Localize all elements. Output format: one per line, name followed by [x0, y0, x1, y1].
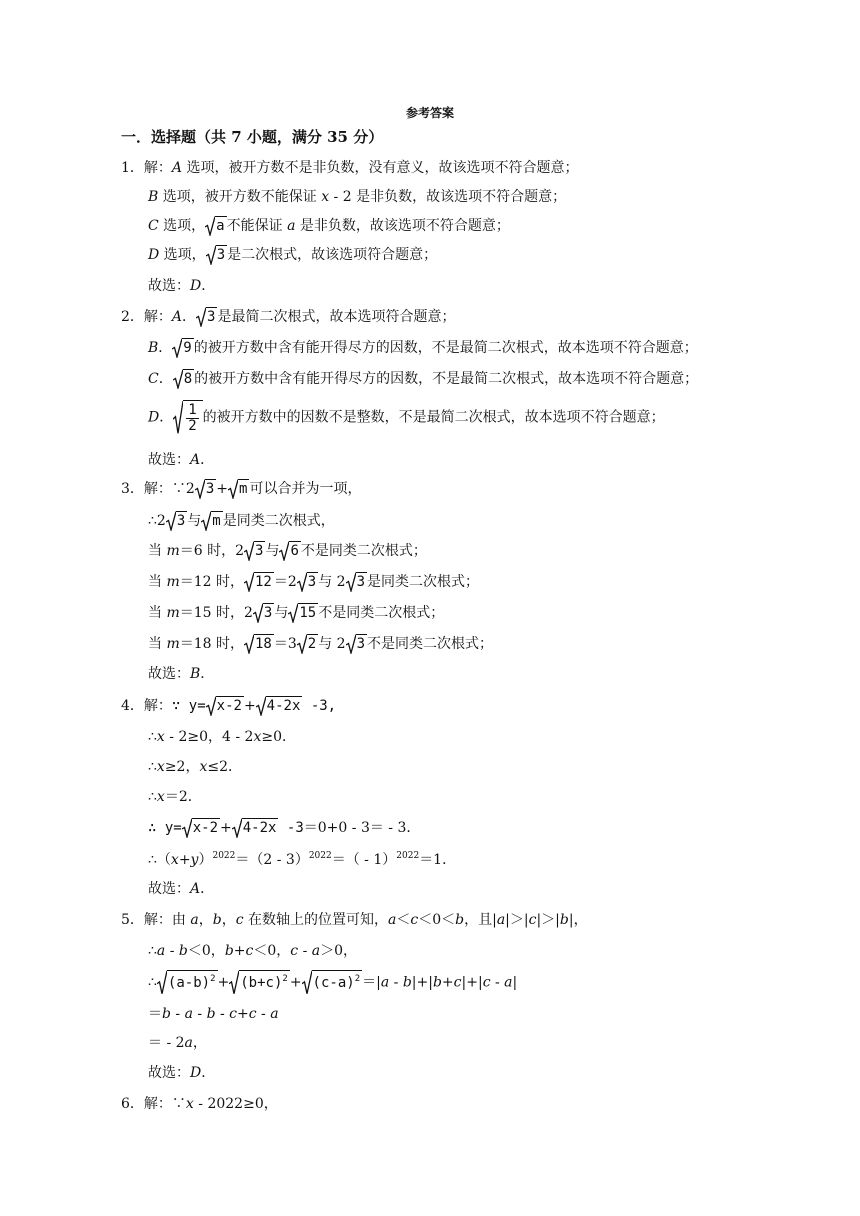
sqrt-c-a-squared: $(c-a)^2$ — [302, 970, 363, 995]
section-heading: 一．选择题（共 7 小题，满分 35 分） — [121, 128, 384, 146]
q5-line-1: 5．解：由 a，b，c 在数轴上的位置可知，a＜c＜0＜b，且|a|＞|c|＞|b|， — [121, 912, 588, 928]
radical-sign — [346, 634, 356, 654]
q2-line-1: 2．解：A． 3 是最简二次根式，故本选项符合题意； — [121, 309, 456, 325]
sqrt-m: m — [228, 479, 249, 499]
radical-sign — [157, 970, 167, 995]
sqrt-3: 3 — [244, 541, 265, 561]
q2-line-3: C． 8 的被开方数中含有能开得尽方的因数，不是最简二次根式，故本选项不符合题意； — [148, 371, 699, 387]
radical-sign — [244, 541, 254, 561]
radical-sign — [297, 634, 307, 654]
q5-line-4: ＝b - a - b - c+c - a — [148, 1006, 279, 1022]
q4-line-5: ∴ y= x-2 + 4-2x -3＝0+0 - 3＝ - 3． — [148, 820, 421, 836]
q3-answer: 故选：B． — [148, 666, 215, 682]
radical-sign — [229, 970, 239, 995]
radical-sign — [205, 216, 215, 236]
q1-line-2: B 选项，被开方数不能保证 x - 2 是非负数，故该选项不符合题意； — [148, 189, 567, 205]
sqrt-4-2x: 4-2x — [256, 696, 303, 716]
radical-sign — [297, 572, 307, 592]
q4-line-1: 4．解：∵ y= x-2 + 4-2x -3, — [121, 698, 337, 714]
sqrt-9: 9 — [172, 338, 193, 358]
q2-line-4: D． $\frac{1}{2}$ 的被开方数中的因数不是整数，不是最简二次根式，故本选项不符合题意； — [148, 401, 665, 434]
sqrt-8: 8 — [173, 369, 194, 389]
radical-sign — [201, 511, 211, 531]
q2-line-2: B． 9 的被开方数中含有能开得尽方的因数，不是最简二次根式，故本选项不符合题意； — [148, 340, 698, 356]
radical-sign — [288, 603, 298, 623]
radical-sign — [173, 369, 183, 389]
sqrt-3: 3 — [253, 603, 274, 623]
radical-sign — [232, 818, 242, 838]
sqrt-15: 15 — [288, 603, 318, 623]
radical-sign — [166, 511, 176, 531]
radical-sign — [253, 603, 263, 623]
radical-sign — [196, 307, 206, 327]
q4-line-6: $\therefore(x+y)^{2022}=(2 - 3)^{2022}=( - 1)^{2022}=1$． — [148, 851, 457, 868]
q1-answer: 故选：D． — [148, 278, 216, 294]
q4-line-4: ∴x＝2． — [148, 789, 202, 805]
radical-sign — [279, 541, 289, 561]
radical-sign — [228, 479, 238, 499]
q2-answer: 故选：A． — [148, 452, 215, 468]
q1-line-4: D 选项， 3 是二次根式，故该选项符合题意； — [148, 247, 438, 263]
sqrt-18: 18 — [244, 634, 274, 654]
radical-sign — [244, 634, 254, 654]
q3-line-6: 当 m＝18 时， 18 ＝3 2 与 2 3 不是同类二次根式； — [148, 636, 494, 652]
sqrt-x-2: x-2 — [206, 696, 244, 716]
q5-answer: 故选：D． — [148, 1065, 216, 1081]
radical-sign — [172, 338, 182, 358]
sqrt-b-c-squared: $(b+c)^2$ — [229, 970, 290, 995]
radical-sign — [173, 400, 183, 435]
sqrt-a: a — [205, 216, 226, 236]
sqrt-a-b-squared: $(a-b)^2$ — [157, 970, 218, 995]
radical-sign — [302, 970, 312, 995]
sqrt-half: $\frac{1}{2}$ — [173, 400, 202, 435]
q1-line-1: 1．解：A 选项，被开方数不是非负数，没有意义，故该选项不符合题意； — [121, 160, 579, 176]
q4-answer: 故选：A． — [148, 881, 215, 897]
sqrt-3: 3 — [206, 245, 227, 265]
sqrt-3: 3 — [196, 307, 217, 327]
sqrt-3: 3 — [297, 572, 318, 592]
q3-line-2: ∴2 3 与 m 是同类二次根式， — [148, 513, 335, 529]
sqrt-3: 3 — [346, 572, 367, 592]
radical-sign — [256, 696, 266, 716]
q5-line-2: ∴a - b＜0，b+c＜0，c - a＞0， — [148, 943, 358, 959]
q4-line-2: ∴x - 2≥0，4 - 2x≥0． — [148, 729, 296, 745]
sqrt-m: m — [201, 511, 222, 531]
radical-sign — [244, 572, 254, 592]
sqrt-3: 3 — [195, 479, 216, 499]
radical-sign — [346, 572, 356, 592]
radical-sign — [182, 818, 192, 838]
sqrt-x-2: x-2 — [182, 818, 220, 838]
sqrt-12: 12 — [244, 572, 274, 592]
radical-sign — [206, 696, 216, 716]
q5-line-3: ∴ $(a-b)^2$ + $(b+c)^2$ + $(c-a)^2$ ＝|a - b|+|b+c|+|c - a| — [148, 970, 517, 995]
q3-line-3: 当 m＝6 时，2 3 与 6 不是同类二次根式； — [148, 543, 427, 559]
sqrt-2: 2 — [297, 634, 318, 654]
radical-sign — [195, 479, 205, 499]
q1-line-3: C 选项， a 不能保证 a 是非负数，故该选项不符合题意； — [148, 218, 510, 234]
sqrt-3: 3 — [346, 634, 367, 654]
q4-line-3: ∴x≥2，x≤2． — [148, 759, 243, 775]
page-title: 参考答案 — [405, 106, 454, 120]
q5-line-5: ＝ - 2a， — [148, 1035, 207, 1051]
q3-line-4: 当 m＝12 时， 12 ＝2 3 与 2 3 是同类二次根式； — [148, 574, 480, 590]
q3-line-5: 当 m＝15 时，2 3 与 15 不是同类二次根式； — [148, 605, 445, 621]
radical-sign — [206, 245, 216, 265]
sqrt-6: 6 — [279, 541, 300, 561]
sqrt-4-2x: 4-2x — [232, 818, 279, 838]
sqrt-3: 3 — [166, 511, 187, 531]
q6-line-1: 6．解：∵x - 2022≥0， — [121, 1096, 278, 1112]
q3-line-1: 3．解：∵2 3 + m 可以合并为一项， — [121, 481, 362, 497]
